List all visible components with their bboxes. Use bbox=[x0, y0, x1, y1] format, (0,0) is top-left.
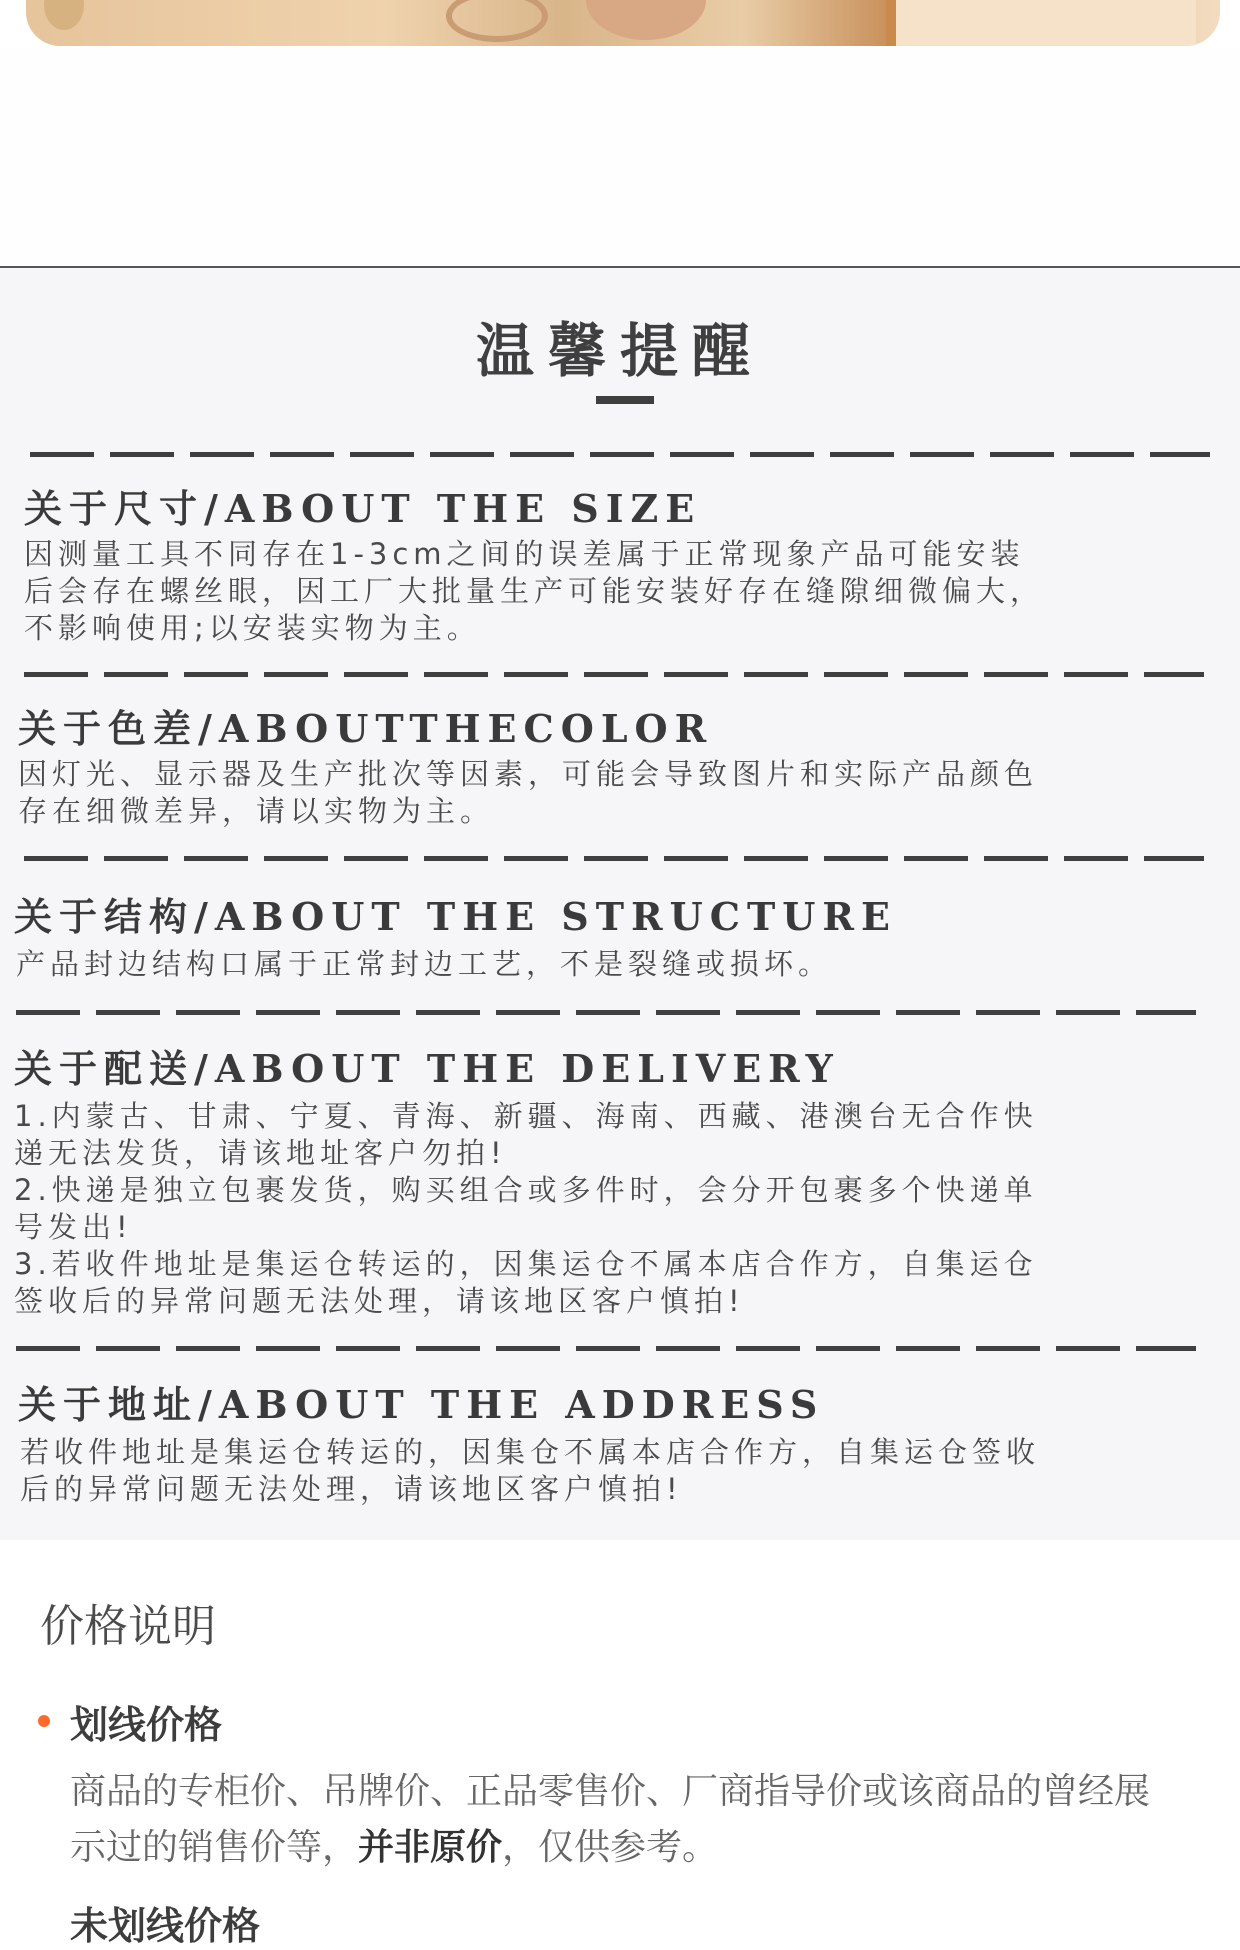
dashed-divider bbox=[16, 1010, 1196, 1015]
section-heading-delivery: 关于配送/ABOUT THE DELIVERY bbox=[14, 1046, 840, 1091]
bullet-icon bbox=[38, 1715, 50, 1727]
title-underline bbox=[596, 396, 654, 404]
section-body-delivery: 1.内蒙古、甘肃、宁夏、青海、新疆、海南、西藏、港澳台无合作快 递无法发货，请该地址客户勿拍! 2.快递是独立包裹发货，购买组合或多件时，会分开包裹多个快递单 号发出! 3.若收件地址是集运仓转运的，因集运仓不属本店合作方，自集运仓 签收后的异常问题无法处理，请该地区客户慎拍! bbox=[14, 1099, 1038, 1318]
section-heading-color: 关于色差/ABOUTTHECOLOR bbox=[18, 706, 714, 751]
price-item-title: 划线价格 bbox=[70, 1703, 223, 1747]
dashed-divider bbox=[24, 672, 1204, 677]
price-text-bold: 并非原价 bbox=[358, 1827, 503, 1868]
blank-area bbox=[0, 46, 1240, 266]
notice-title: 温馨提醒 bbox=[475, 317, 764, 385]
price-item-text bbox=[70, 1764, 1180, 1876]
section-heading-structure: 关于结构/ABOUT THE STRUCTURE bbox=[14, 894, 897, 939]
dashed-divider bbox=[30, 452, 1210, 457]
dashed-divider bbox=[24, 856, 1204, 861]
section-heading-address: 关于地址/ABOUT THE ADDRESS bbox=[18, 1382, 825, 1427]
price-next-item-title: 未划线价格 bbox=[70, 1904, 261, 1948]
notice-panel bbox=[0, 268, 1240, 1540]
product-photo bbox=[26, 0, 1220, 46]
price-section-title: 价格说明 bbox=[40, 1601, 216, 1652]
section-body-structure: 产品封边结构口属于正常封边工艺，不是裂缝或损坏。 bbox=[16, 947, 833, 981]
section-body-color: 因灯光、显示器及生产批次等因素，可能会导致图片和实际产品颜色 存在细微差异，请以实物为主。 bbox=[18, 757, 1039, 828]
price-text-part: 商品的专柜价、吊牌价、正品零售价、厂商指导价或该商品的曾经展示过的销售价等， bbox=[70, 1771, 1151, 1868]
dashed-divider bbox=[16, 1346, 1196, 1351]
section-heading-size: 关于尺寸/ABOUT THE SIZE bbox=[24, 486, 702, 531]
price-text-part: ，仅供参考。 bbox=[502, 1827, 719, 1868]
section-body-size: 因测量工具不同存在1-3cm之间的误差属于正常现象产品可能安装 后会存在螺丝眼，因工厂大批量生产可能安装好存在缝隙细微偏大， 不影响使用;以安装实物为主。 bbox=[24, 537, 1045, 645]
section-body-address: 若收件地址是集运仓转运的，因集仓不属本店合作方，自集运仓签收 后的异常问题无法处理，请该地区客户慎拍! bbox=[20, 1435, 1041, 1506]
